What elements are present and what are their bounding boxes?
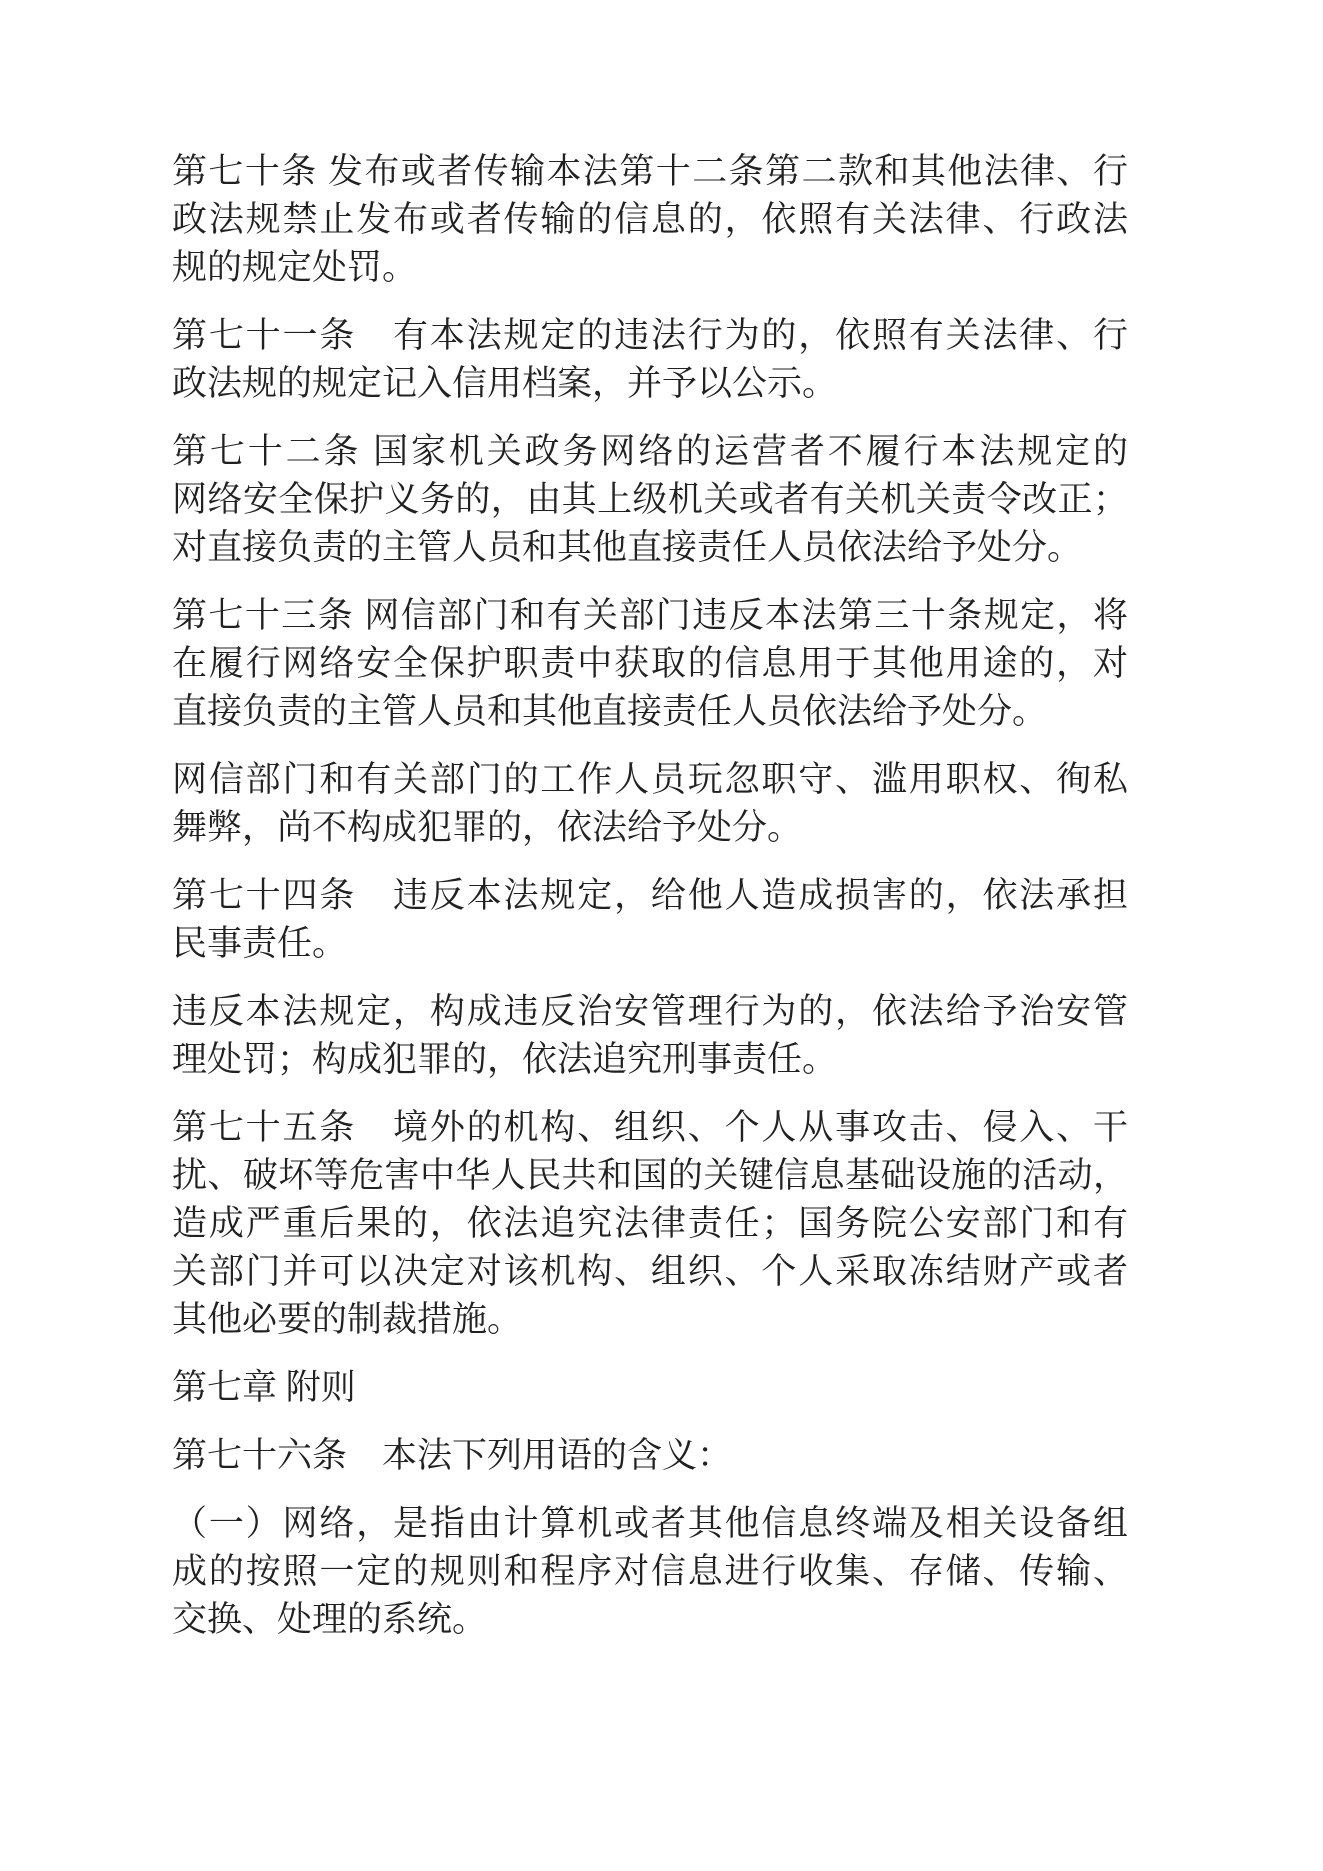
text-line: 关部门并可以决定对该机构、组织、个人采取冻结财产或者 <box>172 1252 1128 1291</box>
text-line: 理处罚；构成犯罪的，依法追究刑事责任。 <box>172 1040 838 1079</box>
text-line: 违反本法规定，构成违反治安管理行为的，依法给予治安管 <box>172 992 1128 1031</box>
text-line: 交换、处理的系统。 <box>172 1600 488 1639</box>
text-line: 在履行网络安全保护职责中获取的信息用于其他用途的，对 <box>172 644 1128 683</box>
text-line: 第七十五条 境外的机构、组织、个人从事攻击、侵入、干 <box>172 1108 1128 1147</box>
article-74-para-2 <box>172 988 1128 1084</box>
text-line: 扰、破坏等危害中华人民共和国的关键信息基础设施的活动， <box>172 1156 1128 1195</box>
article-76 <box>172 1432 1128 1480</box>
text-line: 规的规定处罚。 <box>172 248 418 287</box>
text-line: 成的按照一定的规则和程序对信息进行收集、存储、传输、 <box>172 1552 1128 1591</box>
article-74 <box>172 872 1128 968</box>
text-line: 第七十六条 本法下列用语的含义： <box>172 1436 733 1475</box>
text-line: 第七十四条 违反本法规定，给他人造成损害的，依法承担 <box>172 876 1128 915</box>
text-line: （一）网络，是指由计算机或者其他信息终端及相关设备组 <box>172 1504 1128 1543</box>
text-line: 政法规的规定记入信用档案，并予以公示。 <box>172 364 838 403</box>
article-73 <box>172 592 1128 736</box>
text-line: 对直接负责的主管人员和其他直接责任人员依法给予处分。 <box>172 528 1083 567</box>
text-line: 第七十条 发布或者传输本法第十二条第二款和其他法律、行 <box>172 152 1128 191</box>
text-line: 造成严重后果的，依法追究法律责任；国务院公安部门和有 <box>172 1204 1128 1243</box>
article-71 <box>172 312 1128 408</box>
text-line: 民事责任。 <box>172 924 348 963</box>
article-72 <box>172 428 1128 572</box>
article-75 <box>172 1104 1128 1344</box>
text-line: 第七十三条 网信部门和有关部门违反本法第三十条规定，将 <box>172 596 1128 635</box>
article-73-para-2 <box>172 756 1128 852</box>
text-line: 网信部门和有关部门的工作人员玩忽职守、滥用职权、徇私 <box>172 760 1128 799</box>
article-70 <box>172 148 1128 292</box>
text-line: 第七十一条 有本法规定的违法行为的，依照有关法律、行 <box>172 316 1128 355</box>
text-line: 网络安全保护义务的，由其上级机关或者有关机关责令改正； <box>172 480 1128 519</box>
text-line: 舞弊，尚不构成犯罪的，依法给予处分。 <box>172 808 803 847</box>
text-line: 其他必要的制裁措施。 <box>172 1300 523 1339</box>
text-line: 第七十二条 国家机关政务网络的运营者不履行本法规定的 <box>172 432 1128 471</box>
text-line: 政法规禁止发布或者传输的信息的，依照有关法律、行政法 <box>172 200 1128 239</box>
chapter-7-heading <box>172 1364 1128 1412</box>
article-76-item-1 <box>172 1500 1128 1644</box>
text-line: 第七章 附则 <box>172 1368 356 1407</box>
text-line: 直接负责的主管人员和其他直接责任人员依法给予处分。 <box>172 692 1048 731</box>
